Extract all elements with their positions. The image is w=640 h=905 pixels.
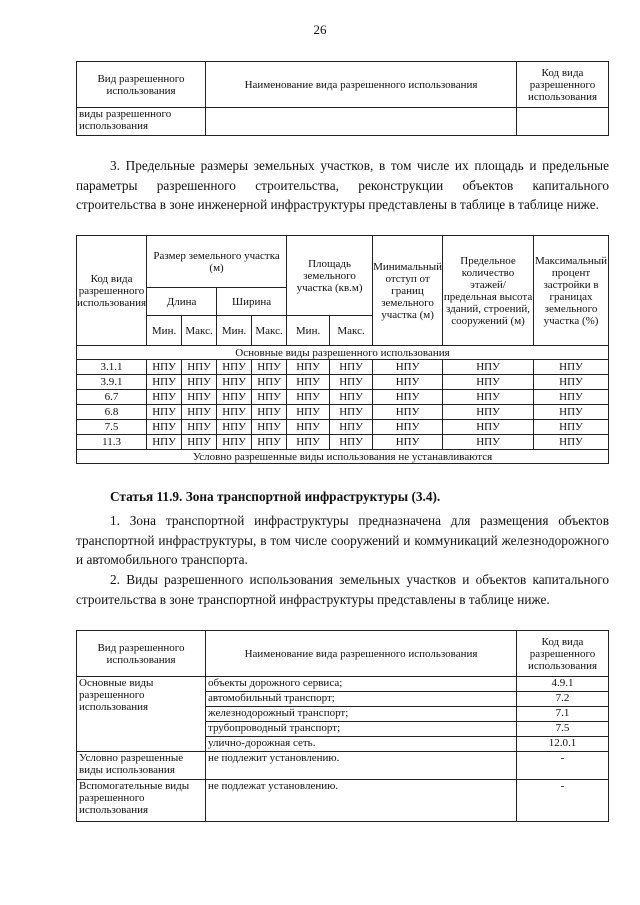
value-cell: НПУ [287, 435, 330, 450]
value-cell: НПУ [534, 375, 609, 390]
value-cell: НПУ [182, 435, 217, 450]
value-cell: НПУ [147, 405, 182, 420]
value-cell: НПУ [534, 420, 609, 435]
value-cell: НПУ [217, 420, 252, 435]
conditional-use-name: не подлежит установлению. [206, 752, 517, 780]
value-cell: НПУ [534, 405, 609, 420]
header-use-code: Код вида разрешенного использования [517, 62, 609, 108]
main-use-row [77, 677, 609, 692]
value-cell: НПУ [534, 360, 609, 375]
use-code-cell: 7.5 [77, 420, 147, 435]
value-cell: НПУ [147, 360, 182, 375]
value-cell: НПУ [443, 420, 534, 435]
parameters-row [77, 375, 609, 390]
value-cell: НПУ [287, 390, 330, 405]
header-min-offset: Минимальный отступ от границ земельного участка (м) [373, 236, 443, 346]
value-cell: НПУ [252, 405, 287, 420]
use-code-cell: 4.9.1 [517, 677, 609, 692]
use-code-cell: 11.3 [77, 435, 147, 450]
auxiliary-use-label: Вспомогательные виды разрешенного использования [77, 780, 206, 822]
value-cell: НПУ [373, 375, 443, 390]
value-cell: НПУ [217, 405, 252, 420]
paragraph-limits-engineering: 3. Предельные размеры земельных участков, в том числе их площадь и предельные параметры разрешенного строительства, реконструкции объектов капитального строительства в зоне инженерной инфраструктуры представлены в таблице в таблице ниже. [76, 158, 609, 212]
value-cell: НПУ [373, 360, 443, 375]
auxiliary-use-name: не подлежат установлению. [206, 780, 517, 822]
parameters-row [77, 360, 609, 375]
use-name-cell: автомобильный транспорт; [206, 692, 517, 707]
header-use-name: Наименование вида разрешенного использования [206, 62, 517, 108]
header-use-kind: Вид разрешенного использования [77, 631, 206, 677]
main-use-label: Основные виды разрешенного использования [77, 677, 206, 752]
value-cell: НПУ [373, 420, 443, 435]
value-cell: НПУ [252, 375, 287, 390]
value-cell: НПУ [330, 435, 373, 450]
use-code-cell: 7.2 [517, 692, 609, 707]
header-area-max: Макс. [330, 316, 373, 346]
value-cell: НПУ [330, 375, 373, 390]
header-build-percent: Максимальный процент застройки в границах земельного участка (%) [534, 236, 609, 346]
use-code-cell: 3.1.1 [77, 360, 147, 375]
header-width-max: Макс. [252, 316, 287, 346]
header-length-min: Мин. [147, 316, 182, 346]
value-cell: НПУ [287, 405, 330, 420]
value-cell: НПУ [373, 405, 443, 420]
value-cell: НПУ [373, 435, 443, 450]
article-heading: Статья 11.9. Зона транспортной инфраструктуры (3.4). [110, 489, 441, 504]
use-name-cell: объекты дорожного сервиса; [206, 677, 517, 692]
page-number: 26 [313, 22, 327, 37]
value-cell: НПУ [443, 375, 534, 390]
use-code-cell [517, 108, 609, 136]
use-name-cell: железнодорожный транспорт; [206, 707, 517, 722]
value-cell: НПУ [330, 405, 373, 420]
parameters-row [77, 390, 609, 405]
value-cell: НПУ [330, 390, 373, 405]
parameters-table [76, 235, 609, 464]
paragraph-zone-purpose: 1. Зона транспортной инфраструктуры предназначена для размещения объектов транспортной инфраструктуры, в том числе сооружений и коммуникаций железнодорожного и автомобильного транспорта. [76, 513, 609, 567]
value-cell: НПУ [287, 420, 330, 435]
transport-use-table [76, 630, 609, 822]
value-cell: НПУ [182, 420, 217, 435]
value-cell: НПУ [534, 435, 609, 450]
value-cell: НПУ [182, 375, 217, 390]
value-cell: НПУ [217, 390, 252, 405]
value-cell: НПУ [147, 420, 182, 435]
use-code-cell: 3.9.1 [77, 375, 147, 390]
main-section-row: Основные виды разрешенного использования [77, 346, 609, 360]
value-cell: НПУ [182, 405, 217, 420]
value-cell: НПУ [252, 390, 287, 405]
auxiliary-use-code: - [517, 780, 609, 822]
conditional-section-row: Условно разрешенные виды использования не устанавливаются [77, 450, 609, 464]
header-floors-height: Предельное количество этажей/ предельная высота зданий, строений, сооружений (м) [443, 236, 534, 346]
use-name-cell [206, 108, 517, 136]
value-cell: НПУ [330, 420, 373, 435]
continued-permitted-use-table [76, 61, 609, 136]
value-cell: НПУ [534, 390, 609, 405]
header-code: Код вида разрешенного использования [77, 236, 147, 346]
value-cell: НПУ [252, 435, 287, 450]
value-cell: НПУ [373, 390, 443, 405]
header-use-kind: Вид разрешенного использования [77, 62, 206, 108]
paragraph-use-kinds: 2. Виды разрешенного использования земельных участков и объектов капитального строительства в зоне транспортной инфраструктуры представлены в таблице ниже. [76, 572, 609, 607]
header-area-min: Мин. [287, 316, 330, 346]
use-name-cell: улично-дорожная сеть. [206, 737, 517, 752]
value-cell: НПУ [182, 390, 217, 405]
parameters-row [77, 420, 609, 435]
value-cell: НПУ [252, 420, 287, 435]
conditional-use-label: Условно разрешенные виды использования [77, 752, 206, 780]
use-code-cell: 12.0.1 [517, 737, 609, 752]
value-cell: НПУ [217, 435, 252, 450]
header-use-code: Код вида разрешенного использования [517, 631, 609, 677]
use-code-cell: 7.5 [517, 722, 609, 737]
header-width: Ширина [217, 288, 287, 316]
value-cell: НПУ [443, 360, 534, 375]
header-length-max: Макс. [182, 316, 217, 346]
use-name-cell: трубопроводный транспорт; [206, 722, 517, 737]
value-cell: НПУ [147, 390, 182, 405]
value-cell: НПУ [330, 360, 373, 375]
value-cell: НПУ [443, 390, 534, 405]
use-code-cell: 6.7 [77, 390, 147, 405]
parameters-row [77, 435, 609, 450]
header-width-min: Мин. [217, 316, 252, 346]
value-cell: НПУ [147, 435, 182, 450]
value-cell: НПУ [287, 375, 330, 390]
use-code-cell: 6.8 [77, 405, 147, 420]
value-cell: НПУ [182, 360, 217, 375]
header-plot-area: Площадь земельного участка (кв.м) [287, 236, 373, 316]
value-cell: НПУ [217, 375, 252, 390]
value-cell: НПУ [287, 360, 330, 375]
header-plot-size: Размер земельного участка (м) [147, 236, 287, 288]
value-cell: НПУ [217, 360, 252, 375]
parameters-row [77, 405, 609, 420]
value-cell: НПУ [147, 375, 182, 390]
header-length: Длина [147, 288, 217, 316]
header-use-name: Наименование вида разрешенного использования [206, 631, 517, 677]
use-kind-cell: виды разрешенного использования [77, 108, 206, 136]
conditional-use-code: - [517, 752, 609, 780]
value-cell: НПУ [252, 360, 287, 375]
value-cell: НПУ [443, 435, 534, 450]
value-cell: НПУ [443, 405, 534, 420]
use-code-cell: 7.1 [517, 707, 609, 722]
